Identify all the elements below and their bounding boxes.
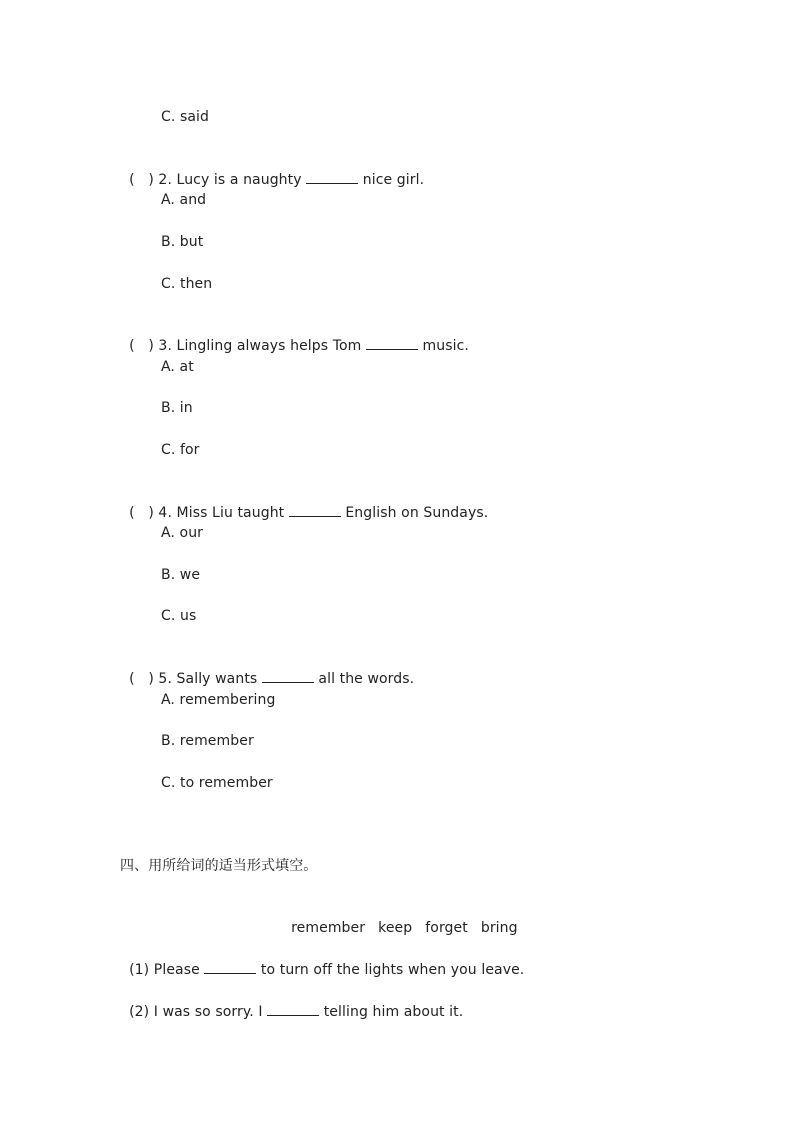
- answer-blank: [289, 502, 341, 517]
- option-a: A. and: [161, 192, 207, 208]
- option-c: C. then: [161, 276, 213, 292]
- answer-blank: [366, 335, 418, 350]
- section-heading: 四、用所给词的适当形式填空。: [120, 858, 318, 874]
- word-bank-item: remember: [291, 920, 366, 936]
- option-b: B. in: [161, 400, 193, 416]
- question-2: [120, 149, 424, 190]
- question-3-suffix: music.: [417, 338, 469, 354]
- option-c: C. for: [161, 442, 200, 458]
- option-c: C. us: [161, 608, 197, 624]
- question-4: [120, 482, 488, 523]
- answer-blank: [204, 959, 256, 974]
- question-2-prefix: ( ) 2. Lucy is a naughty: [129, 172, 307, 188]
- question-5: [120, 648, 414, 689]
- option-c: C. to remember: [161, 775, 273, 791]
- question-2-suffix: nice girl.: [358, 172, 425, 188]
- option-b: B. remember: [161, 733, 254, 749]
- fill-item-1: [120, 939, 524, 980]
- fill-item-1-suffix: to turn off the lights when you leave.: [256, 962, 525, 978]
- word-bank-item: bring: [480, 920, 518, 936]
- fill-item-2-suffix: telling him about it.: [319, 1004, 464, 1020]
- option-a: A. at: [161, 359, 194, 375]
- option-b: B. we: [161, 567, 201, 583]
- word-bank-item: keep: [378, 920, 413, 936]
- word-bank: [282, 898, 518, 938]
- option-a: A. our: [161, 525, 204, 541]
- word-bank-item: forget: [425, 920, 468, 936]
- question-5-suffix: all the words.: [313, 671, 415, 687]
- question-3: [120, 315, 469, 356]
- question-4-prefix: ( ) 4. Miss Liu taught: [129, 505, 289, 521]
- answer-blank: [306, 169, 358, 184]
- fill-item-2-prefix: (2) I was so sorry. I: [129, 1004, 268, 1020]
- fill-item-2: [120, 981, 463, 1022]
- question-3-prefix: ( ) 3. Lingling always helps Tom: [129, 338, 366, 354]
- answer-blank: [267, 1001, 319, 1016]
- fill-item-1-prefix: (1) Please: [129, 962, 205, 978]
- option-b: B. but: [161, 234, 204, 250]
- option-a: A. remembering: [161, 692, 276, 708]
- answer-blank: [262, 668, 314, 683]
- question-4-suffix: English on Sundays.: [340, 505, 489, 521]
- option-c: C. said: [161, 109, 210, 125]
- question-5-prefix: ( ) 5. Sally wants: [129, 671, 262, 687]
